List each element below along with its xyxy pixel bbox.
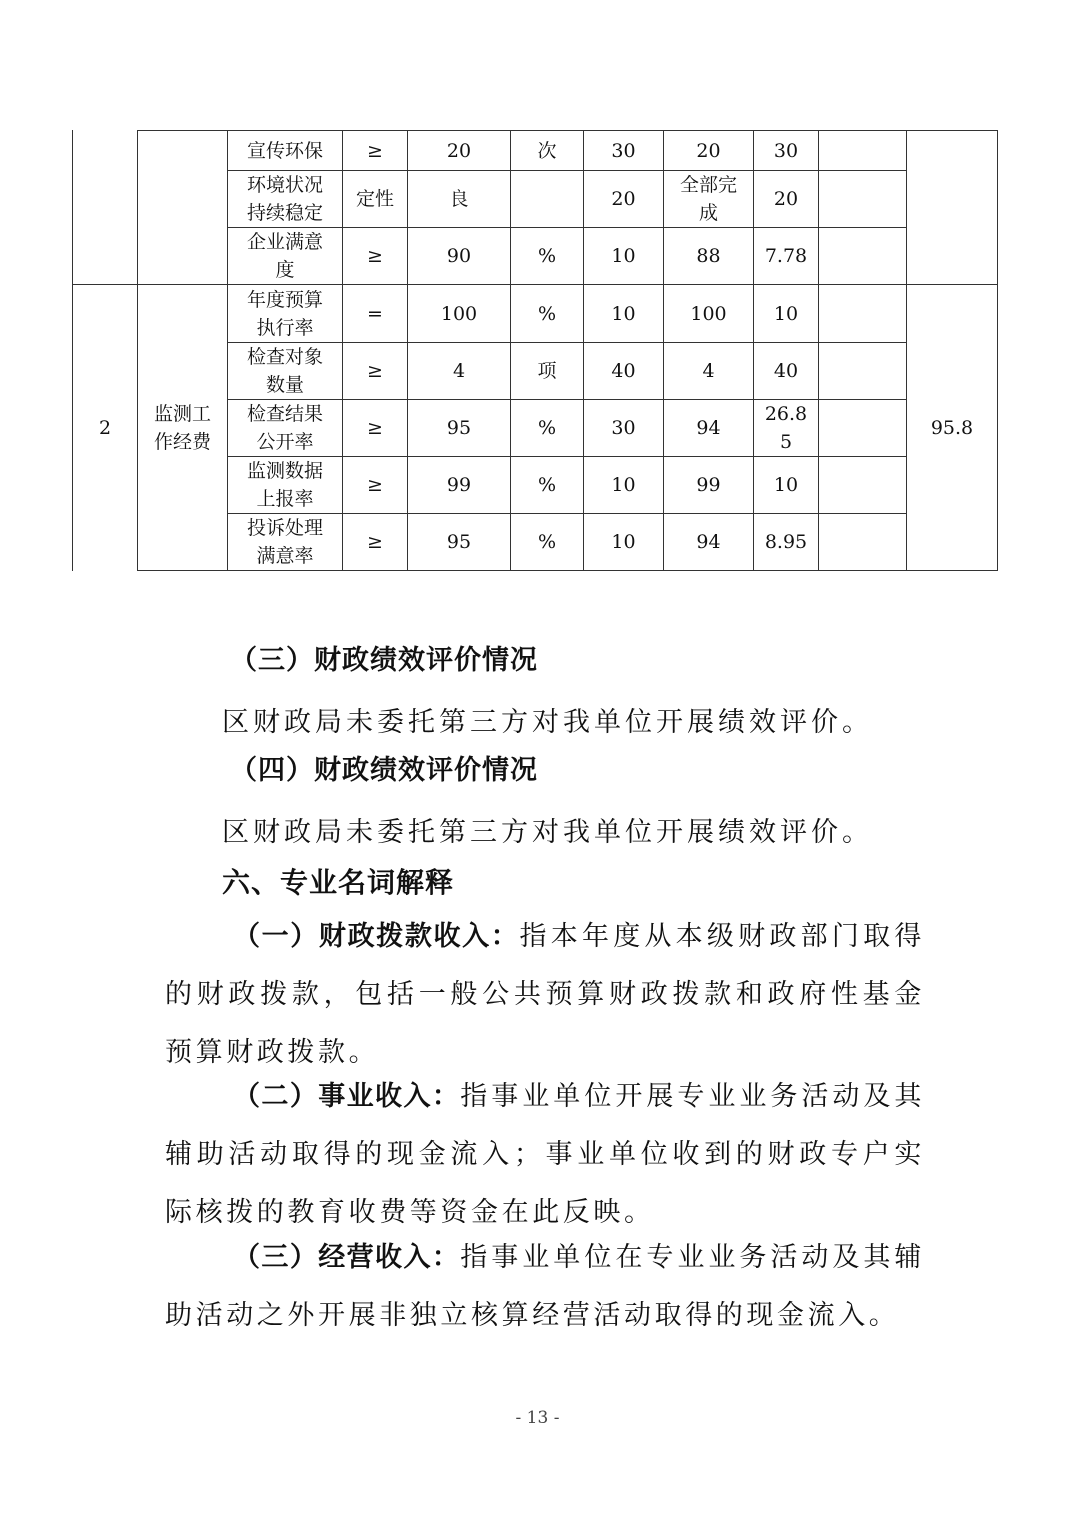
cell-operator: ≥ — [367, 245, 383, 267]
glossary-item-operating-income — [165, 1229, 925, 1345]
cell-indicator: 企业满意 度 — [246, 231, 323, 281]
glossary-item-fiscal-appropriation — [165, 908, 925, 1082]
cell-target: 20 — [446, 139, 472, 162]
cell-score: 26.8 5 — [764, 403, 808, 453]
cell-operator: ≥ — [367, 474, 383, 496]
cell-target: 95 — [446, 417, 472, 439]
cell-unit: 次 — [537, 139, 557, 162]
table-border-right — [997, 130, 998, 571]
cell-actual: 20 — [696, 139, 721, 162]
cell-unit: % — [537, 245, 557, 267]
cell-unit: % — [537, 474, 557, 496]
cell-actual: 全部完 成 — [679, 174, 737, 224]
eval3-heading: （三）财政绩效评价情况 — [230, 645, 538, 676]
cell-target: 99 — [446, 474, 472, 496]
eval4-text: 区财政局未委托第三方对我单位开展绩效评价。 — [222, 817, 873, 848]
cell-remark — [819, 171, 906, 227]
cell-remark — [819, 400, 906, 456]
cell-score: 10 — [773, 302, 799, 325]
cell-remark — [819, 457, 906, 513]
cell-actual: 99 — [696, 474, 721, 496]
eval3-text: 区财政局未委托第三方对我单位开展绩效评价。 — [222, 707, 873, 738]
cell-actual: 94 — [696, 531, 721, 553]
cell-total-score: 95.8 — [930, 416, 974, 439]
cell-score: 20 — [773, 188, 799, 210]
cell-operator: ≥ — [367, 139, 383, 162]
cell-unit: % — [537, 302, 557, 325]
cell-weight: 30 — [611, 139, 636, 162]
cell-target: 100 — [440, 302, 478, 325]
glossary-heading: 六、专业名词解释 — [222, 866, 455, 899]
cell-operator: ≥ — [367, 531, 383, 553]
cell-target: 4 — [452, 360, 466, 382]
glossary-term: （三）经营收入： — [233, 1242, 461, 1273]
page-number: - 13 - — [515, 1408, 560, 1428]
performance-table — [72, 130, 998, 571]
cell-unit: 项 — [537, 360, 557, 382]
glossary-term: （一）财政拨款收入： — [233, 921, 520, 952]
cell-indicator: 环境状况 持续稳定 — [246, 174, 323, 224]
table-border-bottom — [137, 570, 998, 571]
cell-score: 8.95 — [764, 531, 808, 553]
cell-unit — [511, 171, 583, 227]
cell-indicator: 检查结果 公开率 — [246, 403, 323, 453]
cell-target: 良 — [449, 188, 469, 210]
cell-score: 40 — [773, 360, 799, 382]
cell-indicator: 投诉处理 满意率 — [246, 517, 323, 567]
cell-score: 10 — [773, 474, 799, 496]
cell-operator: ≥ — [367, 417, 383, 439]
cell-remark — [819, 228, 906, 284]
cell-actual: 88 — [696, 245, 721, 267]
cell-remark — [819, 514, 906, 570]
cell-weight: 10 — [611, 302, 636, 325]
cell-operator: 定性 — [355, 188, 394, 210]
cell-weight: 20 — [611, 188, 636, 210]
cell-weight: 10 — [611, 245, 636, 267]
cell-indicator: 宣传环保 — [246, 139, 323, 162]
cell-weight: 10 — [611, 531, 636, 553]
cell-target: 90 — [446, 245, 472, 267]
glossary-item-institution-income — [165, 1068, 925, 1242]
cell-project-number: 2 — [98, 416, 112, 439]
cell-weight: 40 — [611, 360, 636, 382]
cell-unit: % — [537, 417, 557, 439]
cell-weight: 10 — [611, 474, 636, 496]
eval4-heading: （四）财政绩效评价情况 — [230, 755, 538, 786]
cell-score: 30 — [773, 139, 799, 162]
glossary-definition: 指事业单位在专业业务活动及其辅助活动之外开展非独立核算经营活动取得的现金流入。 — [165, 1242, 926, 1331]
glossary-definition: 指事业单位开展专业业务活动及其辅助活动取得的现金流入；事业单位收到的财政专户实际核拨的教育收费等资金在此反映。 — [165, 1081, 926, 1228]
cell-score: 7.78 — [764, 245, 808, 267]
cell-indicator: 检查对象 数量 — [246, 346, 323, 396]
cell-remark — [819, 285, 906, 342]
cell-operator: = — [367, 302, 383, 325]
cell-actual: 4 — [702, 360, 715, 382]
cell-unit: % — [537, 531, 557, 553]
glossary-definition: 指本年度从本级财政部门取得的财政拨款，包括一般公共预算财政拨款和政府性基金预算财政拨款。 — [165, 921, 925, 1068]
cell-actual: 100 — [690, 302, 727, 325]
cell-remark — [819, 131, 906, 170]
cell-weight: 30 — [611, 417, 636, 439]
cell-indicator: 监测数据 上报率 — [246, 460, 323, 510]
cell-remark — [819, 343, 906, 399]
cell-operator: ≥ — [367, 360, 383, 382]
cell-target: 95 — [446, 531, 472, 553]
cell-actual: 94 — [696, 417, 721, 439]
cell-indicator: 年度预算 执行率 — [246, 288, 323, 339]
cell-project-name: 监测工 作经费 — [153, 402, 211, 453]
glossary-term: （二）事业收入： — [233, 1081, 461, 1112]
